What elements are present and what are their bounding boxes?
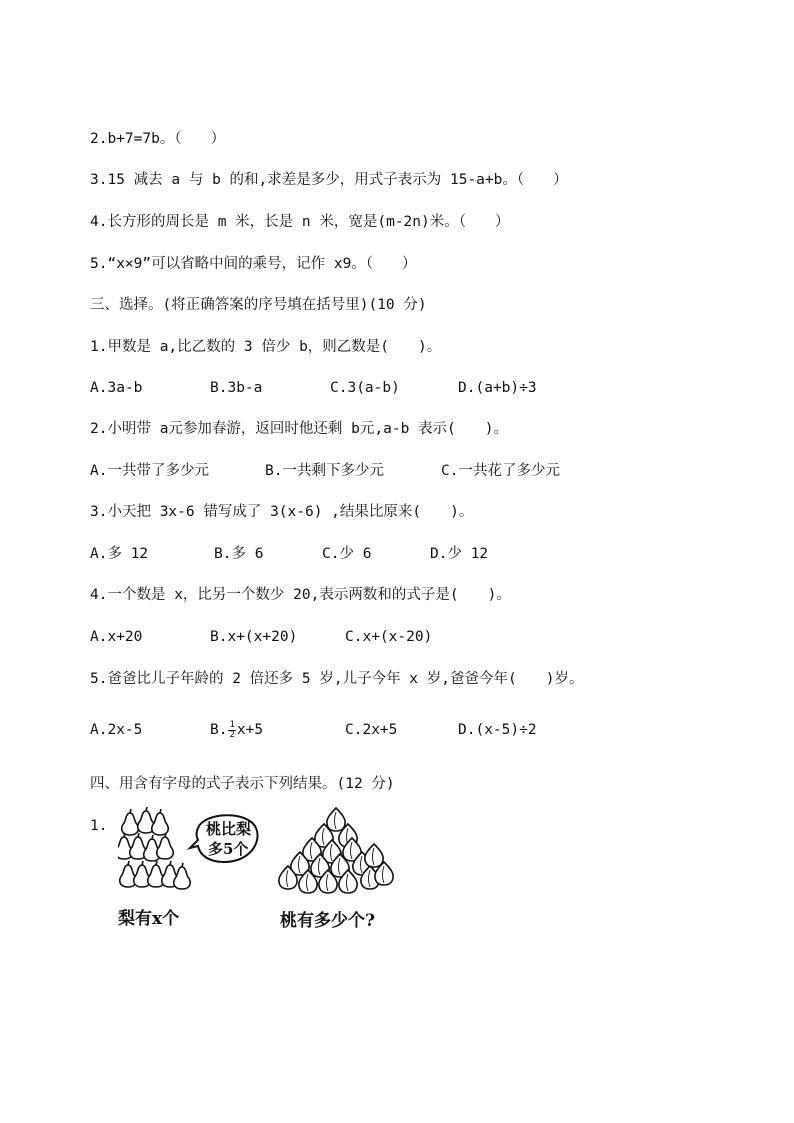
bubble-text-line-1: 桃比梨 [206, 820, 252, 838]
choice-2-option-c: C.一共花了多少元 [441, 463, 560, 479]
choice-3-option-d: D.少 12 [430, 546, 489, 562]
pear-caption: 梨有x个 [118, 909, 180, 929]
fraction-denominator: 2 [229, 729, 235, 740]
judge-question-3: 3.15 减去 a 与 b 的和,求差是多少，用式子表示为 15-a+b。（ ） [90, 172, 568, 188]
choice-4-option-c: C.x+(x-20) [345, 629, 433, 645]
choice-question-2: 2.小明带 a元参加春游，返回时他还剩 b元,a-b 表示( )。 [90, 421, 508, 437]
choice-5-option-b [210, 720, 263, 740]
choice-question-5: 5.爸爸比儿子年龄的 2 倍还多 5 岁,儿子今年 x 岁,爸爸今年( )岁。 [90, 671, 584, 687]
judge-question-4: 4.长方形的周长是 m 米，长是 n 米，宽是(m-2n)米。（ ） [90, 214, 510, 230]
choice-1-option-b: B.3b-a [210, 380, 263, 396]
choice-5-option-d: D.(x-5)÷2 [458, 722, 537, 738]
bubble-text-line-2: 多5个 [208, 840, 249, 858]
choice-1-option-a: A.3a-b [90, 380, 143, 396]
choice-5-option-b-tail: x+5 [236, 722, 264, 738]
choice-1-option-d: D.(a+b)÷3 [458, 380, 537, 396]
choice-3-option-b: B.多 6 [214, 546, 264, 562]
choice-4-option-a: A.x+20 [90, 629, 143, 645]
choice-question-3: 3.小天把 3x-6 错写成了 3(x-6) ,结果比原来( )。 [90, 504, 474, 520]
choice-4-option-b: B.x+(x+20) [210, 629, 298, 645]
pear-peach-illustration [118, 806, 418, 932]
choice-question-1: 1.甲数是 a,比乙数的 3 倍少 b，则乙数是( )。 [90, 339, 442, 355]
choice-2-option-b: B.一共剩下多少元 [265, 463, 384, 479]
choice-question-4: 4.一个数是 x，比另一个数少 20,表示两数和的式子是( )。 [90, 587, 511, 603]
choice-5-option-b-letter: B. [210, 722, 228, 738]
choice-3-option-c: C.少 6 [322, 546, 372, 562]
section-4-question-1-label: 1. [90, 818, 108, 834]
one-half-fraction [228, 721, 235, 740]
choice-5-option-c: C.2x+5 [345, 722, 398, 738]
fruit-drawing [118, 806, 418, 902]
judge-question-5: 5.“x×9”可以省略中间的乘号，记作 x9。（ ） [90, 256, 417, 272]
peach-caption: 桃有多少个? [280, 911, 375, 931]
choice-1-option-c: C.3(a-b) [330, 380, 400, 396]
choice-3-option-a: A.多 12 [90, 546, 149, 562]
choice-2-option-a: A.一共带了多少元 [90, 463, 209, 479]
judge-question-2: 2.b+7=7b。（ ） [90, 131, 226, 147]
fraction-numerator: 1 [229, 719, 235, 730]
section-3-title: 三、选择。(将正确答案的序号填在括号里)(10 分) [90, 297, 427, 313]
choice-5-option-a: A.2x-5 [90, 722, 143, 738]
section-4-title: 四、用含有字母的式子表示下列结果。(12 分) [90, 776, 395, 792]
